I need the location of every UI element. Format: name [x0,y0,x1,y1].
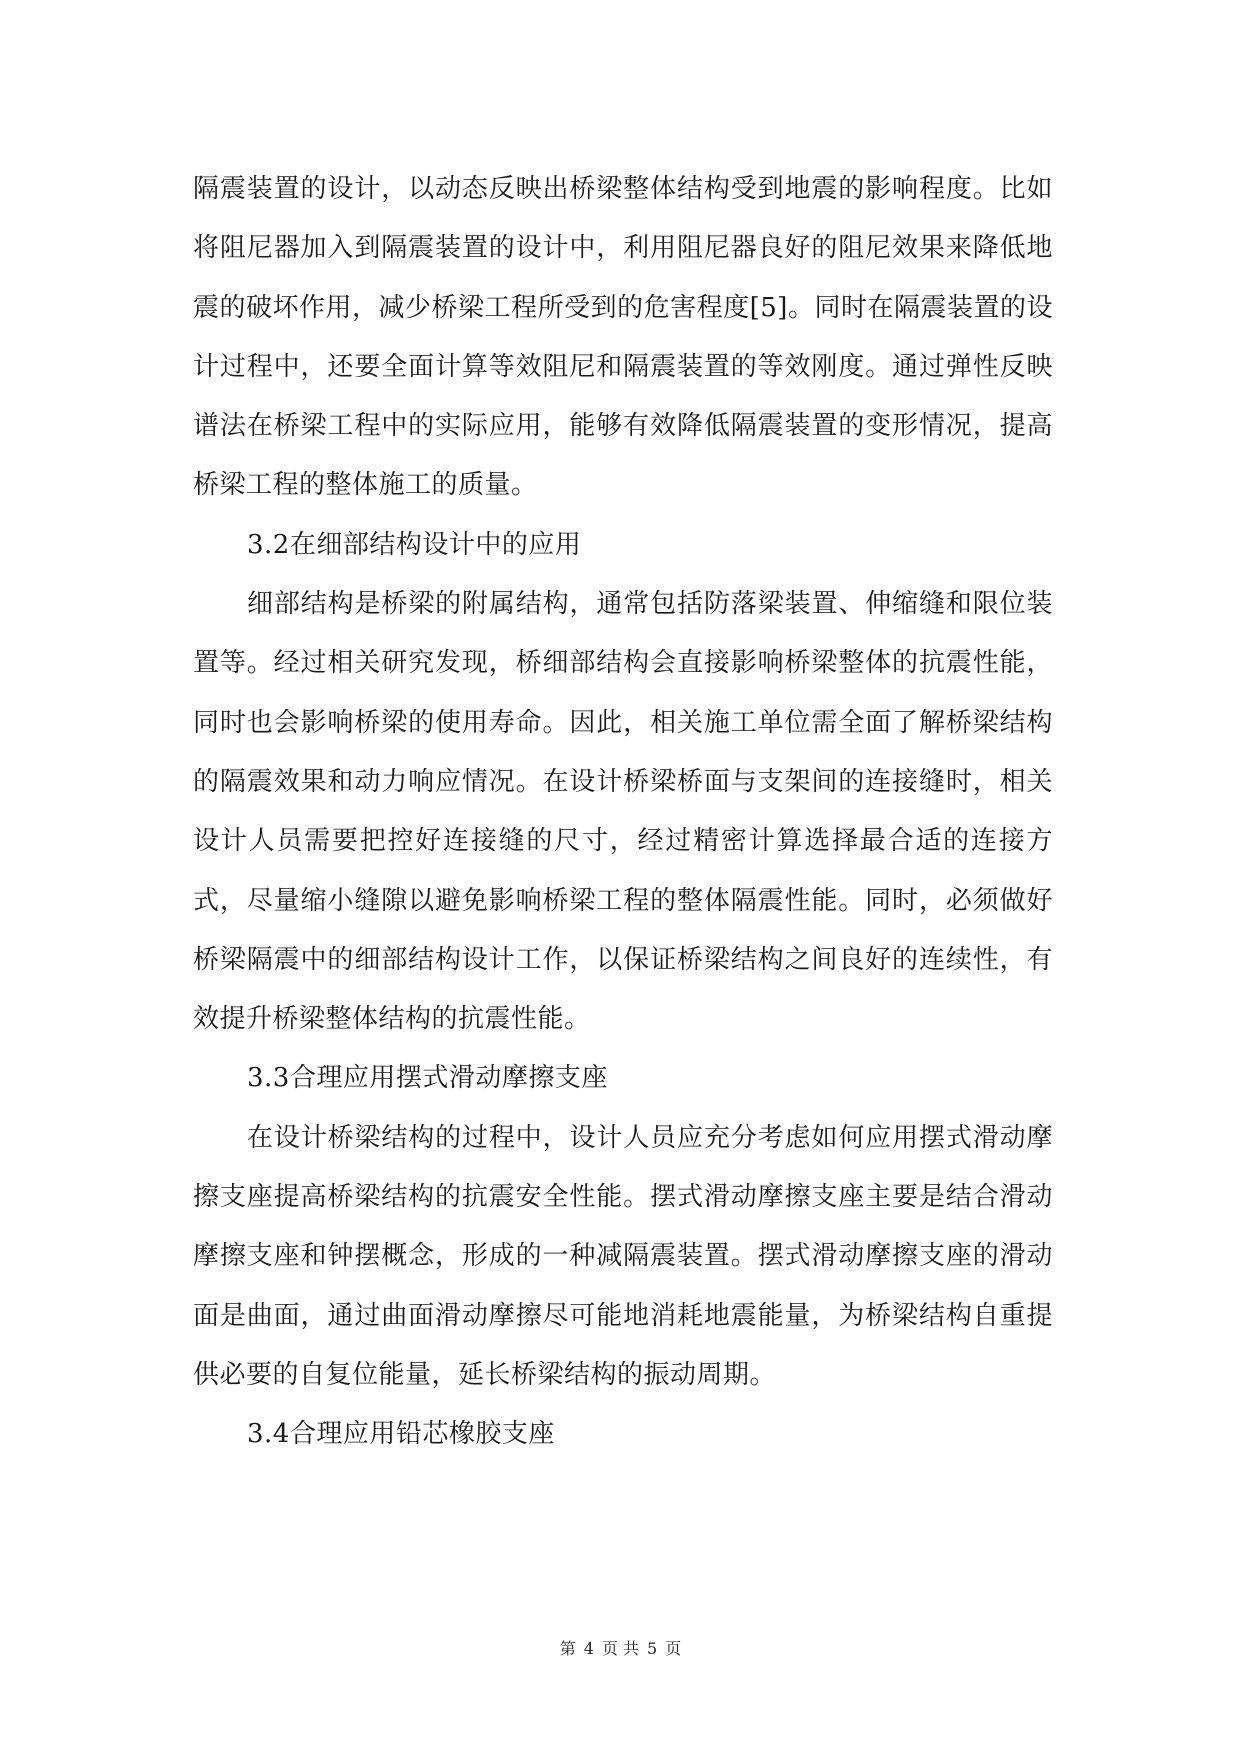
footer-prefix: 第 [559,1639,576,1658]
section-heading-3-2: 3.2在细部结构设计中的应用 [247,529,582,560]
page-footer [0,1636,1241,1659]
footer-suffix: 页 [665,1639,682,1658]
section-heading-3-3: 3.3合理应用摆式滑动摩擦支座 [247,1063,608,1094]
paragraph-continued: 隔震装置的设计，以动态反映出桥梁整体结构受到地震的影响程度。比如将阻尼器加入到隔震装置的设计中，利用阻尼器良好的阻尼效果来降低地震的破坏作用，减少桥梁工程所受到的危害程度[5]。同时在隔震装置的设计过程中，还要全面计算等效阻尼和隔震装置的等效刚度。通过弹性反映谱法在桥梁工程中的实际应用，能够有效降低隔震装置的变形情况，提高桥梁工程的整体施工的质量。 [193,174,1053,501]
section-heading-3-4: 3.4合理应用铅芯橡胶支座 [247,1419,555,1450]
paragraph-detail-structure: 细部结构是桥梁的附属结构，通常包括防落梁装置、伸缩缝和限位装置等。经过相关研究发现，桥细部结构会直接影响桥梁整体的抗震性能，同时也会影响桥梁的使用寿命。因此，相关施工单位需全面了解桥梁结构的隔震效果和动力响应情况。在设计桥梁桥面与支架间的连接缝时，相关设计人员需要把控好连接缝的尺寸，经过精密计算选择最合适的连接方式，尽量缩小缝隙以避免影响桥梁工程的整体隔震性能。同时，必须做好桥梁隔震中的细部结构设计工作，以保证桥梁结构之间良好的连续性，有效提升桥梁整体结构的抗震性能。 [193,589,1053,1035]
paragraph-friction-bearing: 在设计桥梁结构的过程中，设计人员应充分考虑如何应用摆式滑动摩擦支座提高桥梁结构的抗震安全性能。摆式滑动摩擦支座主要是结合滑动摩擦支座和钟摆概念，形成的一种减隔震装置。摆式滑动摩擦支座的滑动面是曲面，通过曲面滑动摩擦尽可能地消耗地震能量，为桥梁结构自重提供必要的自复位能量，延长桥梁结构的振动周期。 [193,1122,1053,1390]
footer-middle: 页 共 [601,1639,640,1658]
footer-current-page: 4 [583,1639,594,1658]
body-text [193,160,1053,1465]
footer-total-pages: 5 [647,1639,658,1658]
